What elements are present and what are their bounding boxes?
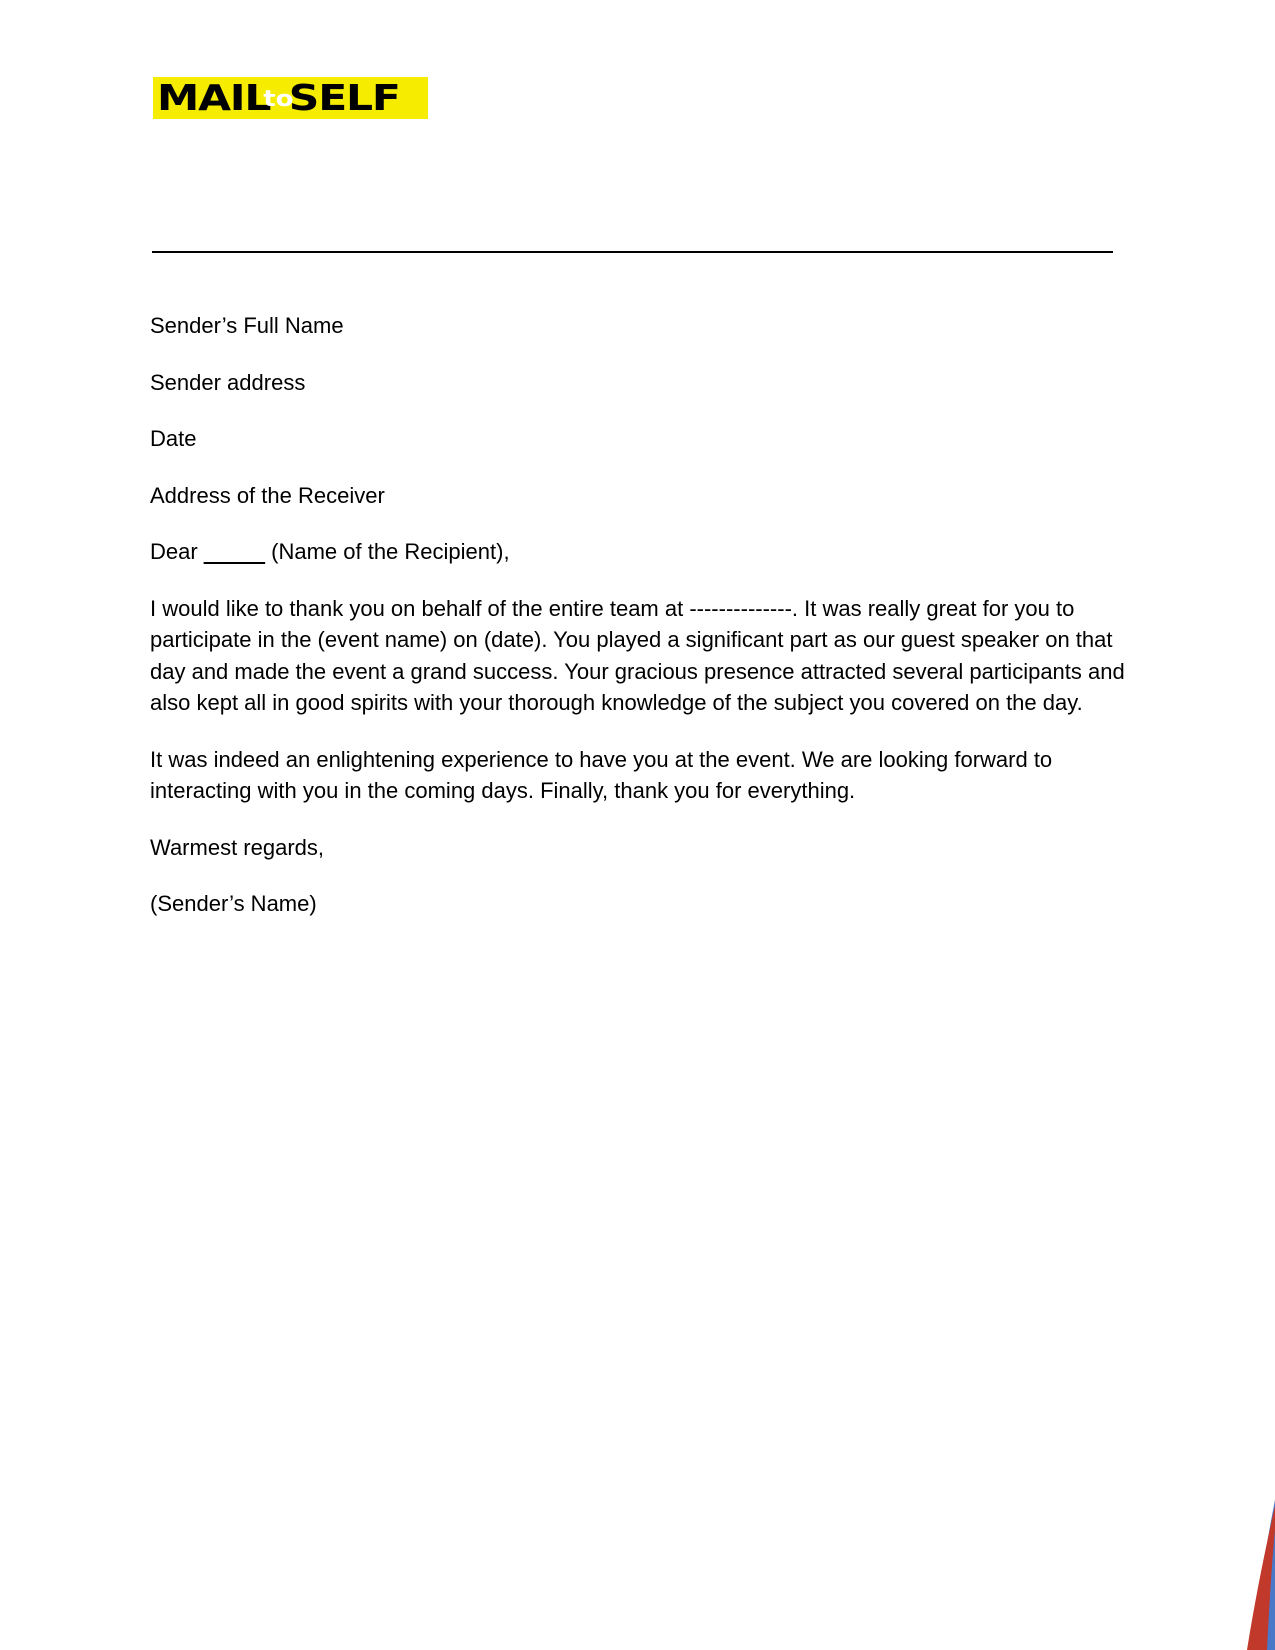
logo-text-to: to — [263, 87, 294, 112]
body-paragraph-2: It was indeed an enlightening experience to have you at the event. We are looking forward to interacting with you in the coming days. Finally, thank you for everything. — [150, 746, 1053, 803]
closing: Warmest regards, — [150, 834, 325, 860]
body-paragraph-1: I would like to thank you on behalf of the entire team at --------------. It was really great for you to participate in the (event name) on (date). You played a significant part as our guest speaker on that day and made the event a grand success. Your gracious presence attracted several participants and also kept all in good spirits with your thorough knowledge of the subject you covered on the day. — [150, 595, 1125, 715]
corner-decoration — [1215, 1500, 1275, 1650]
salutation-blank: _____ — [203, 539, 265, 564]
signature: (Sender’s Name) — [150, 891, 317, 916]
mail-to-self-logo — [153, 77, 428, 119]
logo-text — [157, 77, 400, 119]
logo-text-self: SELF — [288, 78, 400, 119]
salutation-suffix: (Name of the Recipient), — [271, 539, 510, 564]
sender-address: Sender address — [150, 369, 306, 395]
letter-body — [150, 310, 1125, 945]
letter-date: Date — [150, 426, 197, 451]
sender-full-name: Sender’s Full Name — [150, 313, 344, 338]
salutation-prefix: Dear — [150, 539, 198, 564]
salutation — [150, 536, 1125, 568]
header-divider — [152, 251, 1113, 253]
receiver-address: Address of the Receiver — [150, 482, 385, 508]
logo-text-mail: MAIL — [157, 78, 271, 119]
